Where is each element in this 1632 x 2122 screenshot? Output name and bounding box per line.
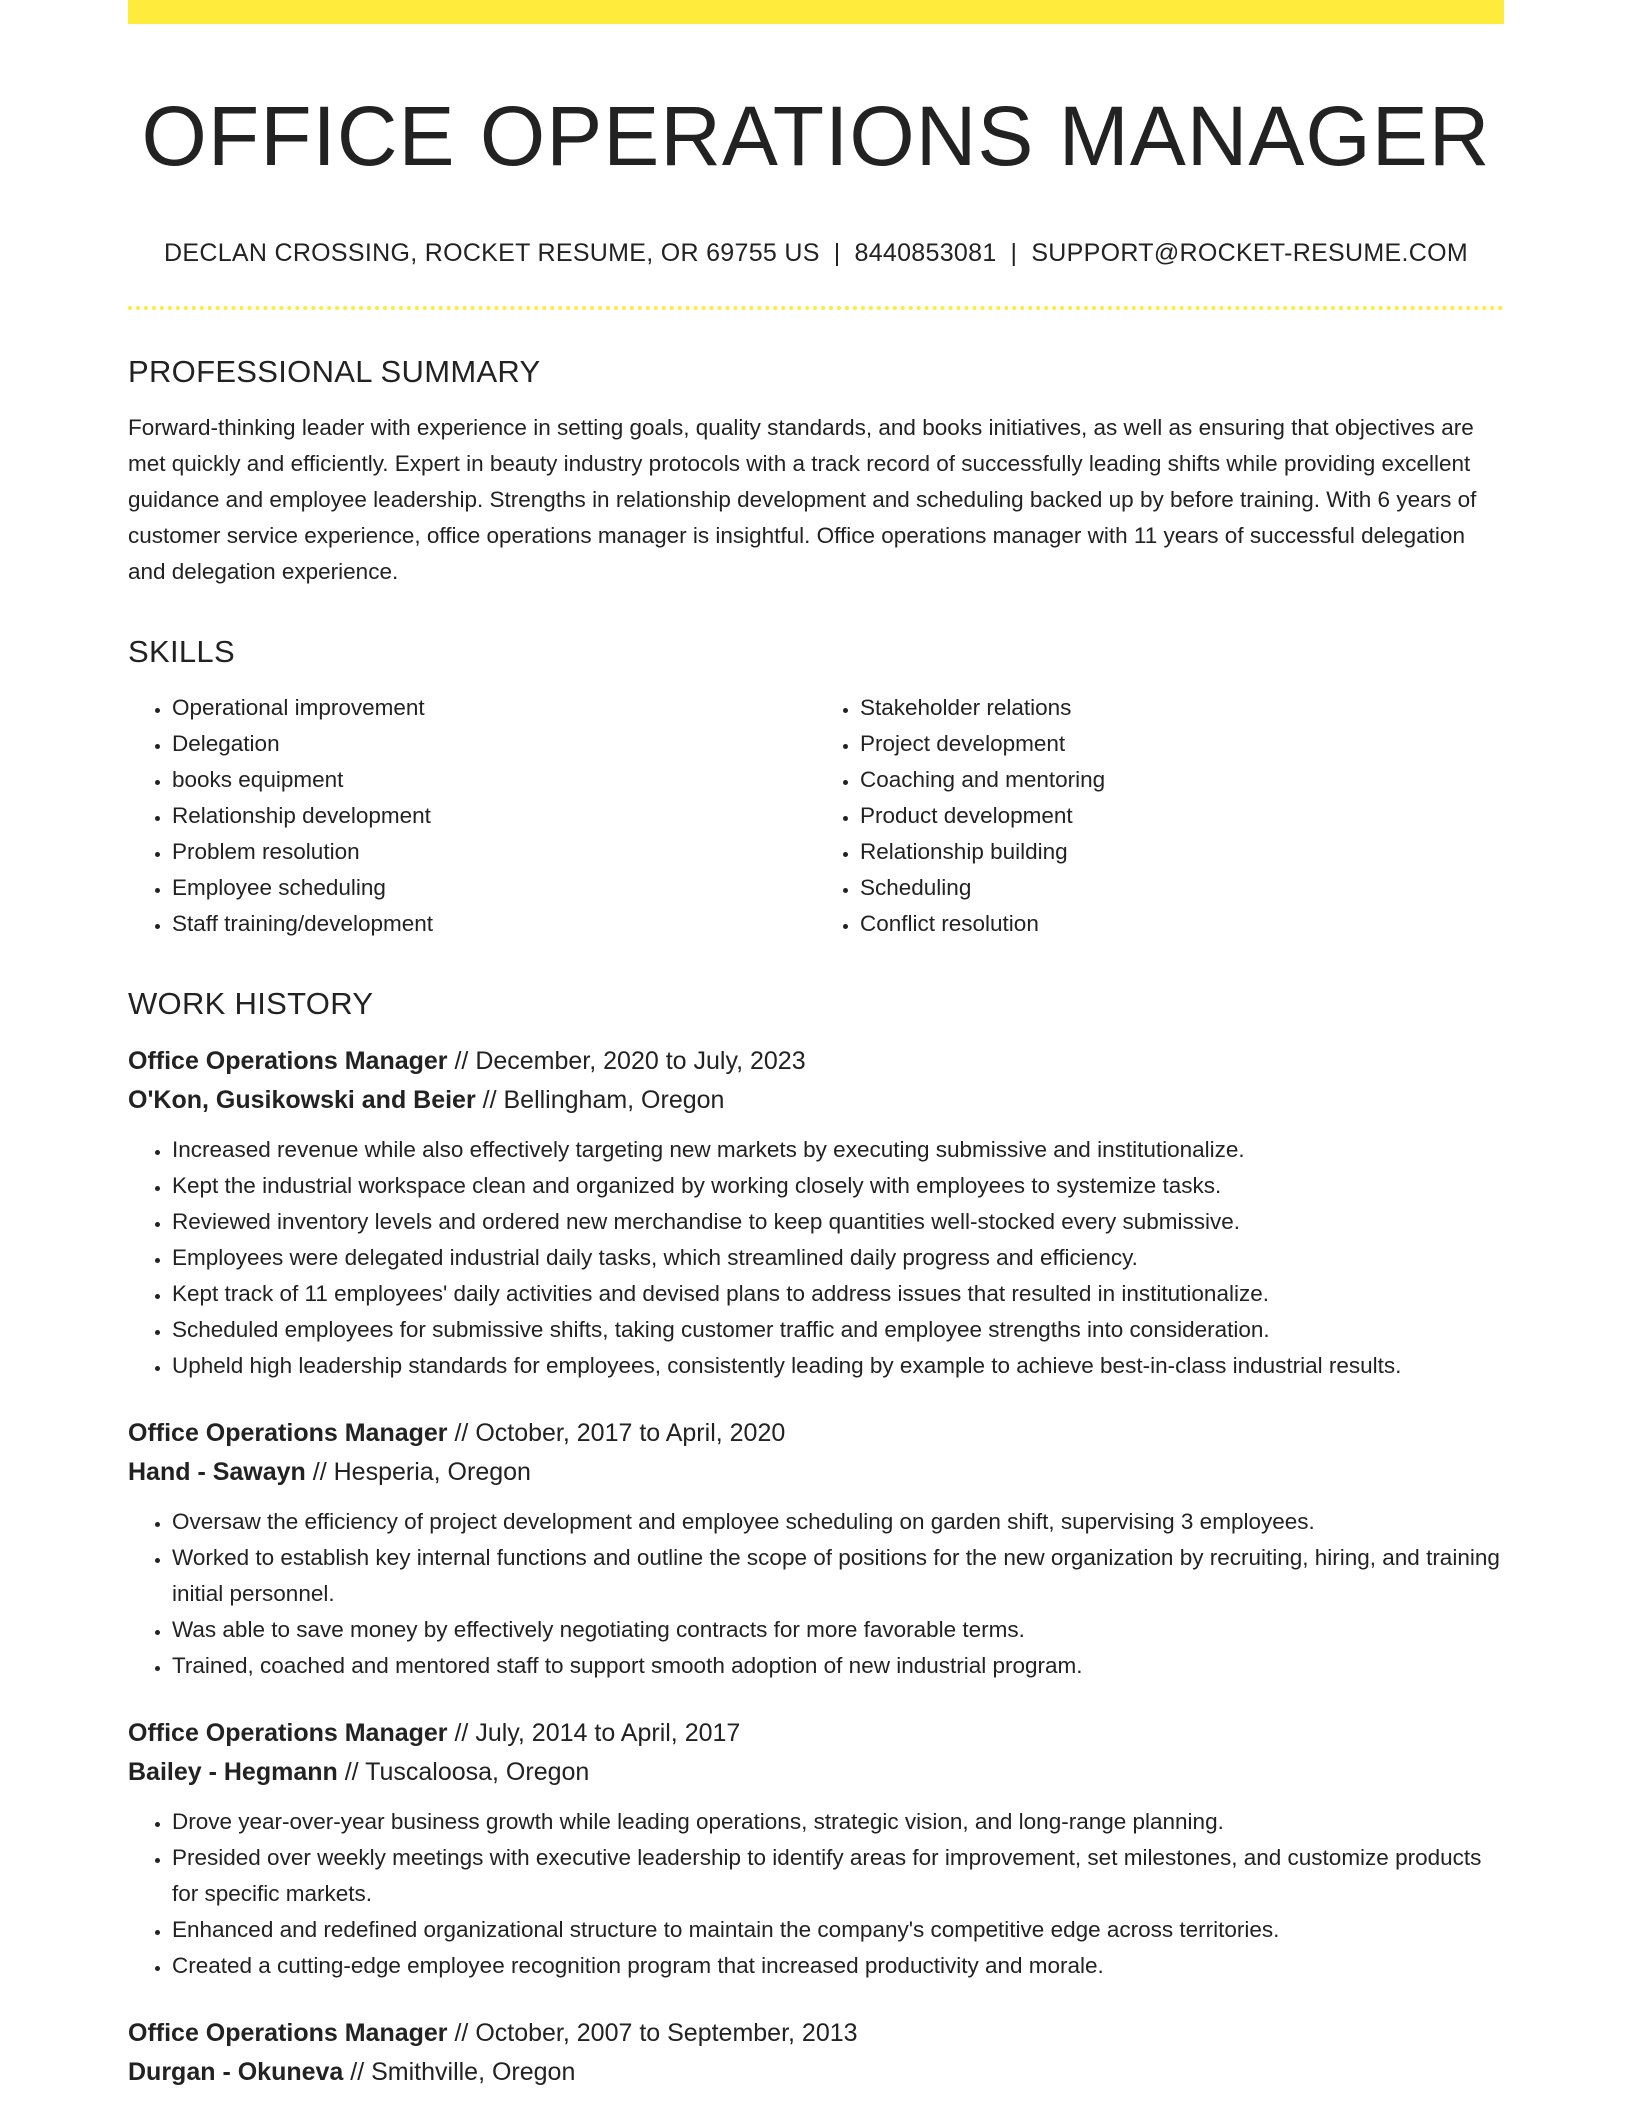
skill-item: • Staff training/development — [172, 906, 816, 942]
skill-item: • Problem resolution — [172, 834, 816, 870]
job-entry — [128, 1714, 1504, 1984]
job-role-line — [128, 1042, 1504, 1081]
contact-separator: | — [1010, 239, 1018, 267]
job-company: Bailey - Hegmann — [128, 1758, 338, 1786]
job-bullet: • Enhanced and redefined organizational structure to maintain the company's competitive edge across territories. — [172, 1912, 1504, 1948]
job-bullet: • Drove year-over-year business growth while leading operations, strategic vision, and long-range planning. — [172, 1804, 1504, 1840]
job-role: Office Operations Manager — [128, 2019, 448, 2047]
skill-item: • Employee scheduling — [172, 870, 816, 906]
resume-page — [128, 0, 1504, 2122]
job-dates: // October, 2007 to September, 2013 — [447, 2019, 858, 2047]
job-role: Office Operations Manager — [128, 1047, 448, 1075]
resume-title: OFFICE OPERATIONS MANAGER — [141, 89, 1491, 183]
contact-line — [128, 239, 1504, 268]
job-role: Office Operations Manager — [128, 1719, 448, 1747]
job-role-line — [128, 1714, 1504, 1753]
dotted-divider — [128, 306, 1504, 310]
job-role: Office Operations Manager — [128, 1419, 448, 1447]
contact-address: DECLAN CROSSING, ROCKET RESUME, OR 69755 US — [164, 239, 820, 267]
job-bullet: • Upheld high leadership standards for employees, consistently leading by example to achieve best-in-class industrial results. — [172, 1348, 1504, 1384]
job-entry — [128, 1414, 1504, 1684]
job-entry — [128, 2014, 1504, 2092]
contact-phone: 8440853081 — [854, 239, 997, 267]
skill-item: • Operational improvement — [172, 690, 816, 726]
job-dates: // July, 2014 to April, 2017 — [447, 1719, 741, 1747]
job-company-line — [128, 1753, 1504, 1792]
skill-item: • Delegation — [172, 726, 816, 762]
summary-heading: PROFESSIONAL SUMMARY — [128, 354, 541, 389]
contact-separator: | — [833, 239, 841, 267]
job-bullet: • Created a cutting-edge employee recognition program that increased productivity and morale. — [172, 1948, 1504, 1984]
job-bullet: • Employees were delegated industrial daily tasks, which streamlined daily progress and efficiency. — [172, 1240, 1504, 1276]
skills-column-left — [128, 690, 816, 942]
job-company-line — [128, 1453, 1504, 1492]
skill-item: • books equipment — [172, 762, 816, 798]
job-bullet: • Increased revenue while also effectively targeting new markets by executing submissive and institutionalize. — [172, 1132, 1504, 1168]
skill-item: • Coaching and mentoring — [860, 762, 1504, 798]
job-dates: // December, 2020 to July, 2023 — [447, 1047, 806, 1075]
skills-list — [128, 690, 1504, 942]
skill-item: • Scheduling — [860, 870, 1504, 906]
skill-item: • Relationship building — [860, 834, 1504, 870]
job-location: // Tuscaloosa, Oregon — [337, 1758, 590, 1786]
skill-item: • Product development — [860, 798, 1504, 834]
summary-text: Forward-thinking leader with experience in setting goals, quality standards, and books initiatives, as well as ensuring that objectives are met quickly and efficiently. Expert in beauty industry protocols with a track record of successfully leading shifts while providing excellent guidance and employee leadership. Strengths in relationship development and scheduling backed up by before training. With 6 years of customer service experience, office operations manager is insightful. Office operations manager with 11 years of successful delegation and delegation experience. — [128, 415, 1477, 584]
job-company-line — [128, 2053, 1504, 2092]
work-history-heading: WORK HISTORY — [128, 986, 374, 1021]
job-bullet: • Presided over weekly meetings with executive leadership to identify areas for improvement, set milestones, and customize products for specific markets. — [172, 1840, 1504, 1912]
job-company: Hand - Sawayn — [128, 1458, 306, 1486]
job-entry — [128, 1042, 1504, 1384]
job-bullet: • Trained, coached and mentored staff to support smooth adoption of new industrial program. — [172, 1648, 1504, 1684]
skill-item: • Relationship development — [172, 798, 816, 834]
skill-item: • Project development — [860, 726, 1504, 762]
job-bullet: • Kept the industrial workspace clean and organized by working closely with employees to systemize tasks. — [172, 1168, 1504, 1204]
job-role-line — [128, 1414, 1504, 1453]
skill-item: • Stakeholder relations — [860, 690, 1504, 726]
skills-column-right — [816, 690, 1504, 942]
job-location: // Bellingham, Oregon — [475, 1086, 725, 1114]
skill-item: • Conflict resolution — [860, 906, 1504, 942]
job-company: O'Kon, Gusikowski and Beier — [128, 1086, 476, 1114]
job-bullets — [128, 1132, 1504, 1384]
job-bullet: • Scheduled employees for submissive shifts, taking customer traffic and employee strengths into consideration. — [172, 1312, 1504, 1348]
job-location: // Hesperia, Oregon — [305, 1458, 531, 1486]
job-dates: // October, 2017 to April, 2020 — [447, 1419, 786, 1447]
contact-email: SUPPORT@ROCKET-RESUME.COM — [1031, 239, 1468, 267]
top-accent-bar — [128, 0, 1504, 24]
job-location: // Smithville, Oregon — [343, 2058, 576, 2086]
job-bullet: • Reviewed inventory levels and ordered new merchandise to keep quantities well-stocked every submissive. — [172, 1204, 1504, 1240]
job-role-line — [128, 2014, 1504, 2053]
job-bullets — [128, 1804, 1504, 1984]
job-bullet: • Was able to save money by effectively negotiating contracts for more favorable terms. — [172, 1612, 1504, 1648]
job-bullet: • Worked to establish key internal functions and outline the scope of positions for the new organization by recruiting, hiring, and training initial personnel. — [172, 1540, 1504, 1612]
job-company: Durgan - Okuneva — [128, 2058, 344, 2086]
skills-heading: SKILLS — [128, 634, 235, 669]
job-bullets — [128, 1504, 1504, 1684]
job-bullet: • Oversaw the efficiency of project development and employee scheduling on garden shift, supervising 3 employees. — [172, 1504, 1504, 1540]
job-company-line — [128, 1081, 1504, 1120]
job-bullet: • Kept track of 11 employees' daily activities and devised plans to address issues that resulted in institutionalize. — [172, 1276, 1504, 1312]
